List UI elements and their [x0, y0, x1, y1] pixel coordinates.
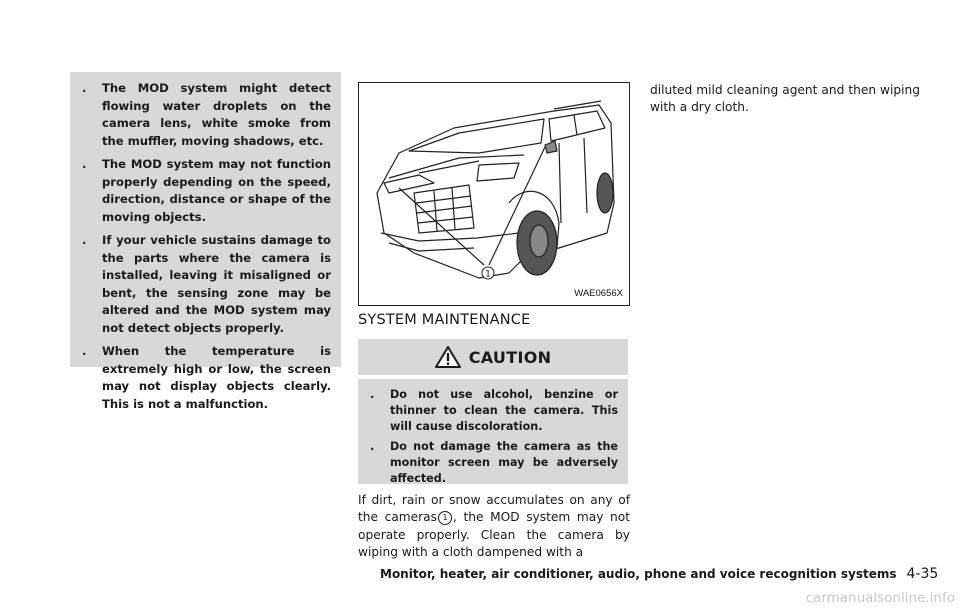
chapter-title: Monitor, heater, air conditioner, audio, phone and voice recognition systems — [380, 567, 897, 581]
callout-number: 1 — [485, 269, 491, 280]
caution-bullet — [370, 387, 618, 435]
bullet-dot: . — [82, 233, 87, 247]
page-footer — [380, 566, 939, 582]
warning-triangle-icon — [435, 346, 461, 368]
note-bullet-text: The MOD system may not function properly depending on the speed, direction, distance or shape of the moving objects. — [102, 157, 331, 224]
note-bullet — [82, 80, 331, 150]
note-bullet — [82, 232, 331, 337]
caution-box — [358, 379, 628, 484]
caution-bullet-text: Do not use alcohol, benzine or thinner to clean the camera. This will cause discoloration. — [390, 388, 618, 433]
watermark: carmanualsonline.info — [805, 590, 955, 606]
paragraph-text: If dirt, rain or snow accumulates on any of the cameras — [358, 493, 630, 525]
caution-bullet-text: Do not damage the camera as the monitor screen may be adversely affected. — [390, 440, 618, 485]
caution-bullet-list — [358, 379, 628, 487]
note-bullet — [82, 156, 331, 226]
caution-header — [358, 339, 628, 375]
callout-reference: 1 — [438, 511, 452, 525]
bullet-dot: . — [82, 157, 87, 171]
note-bullet — [82, 343, 331, 413]
figure-code: WAE0656X — [574, 288, 623, 299]
section-heading: SYSTEM MAINTENANCE — [358, 312, 531, 328]
note-bullet-list — [70, 72, 341, 413]
caution-title: CAUTION — [468, 347, 552, 367]
vehicle-figure — [358, 82, 630, 306]
note-bullet-text: When the temperature is extremely high or low, the screen may not display objects clearly. This is not a malfunction. — [102, 344, 331, 411]
bullet-dot: . — [82, 344, 87, 358]
bullet-dot: . — [82, 81, 87, 95]
maintenance-paragraph — [358, 492, 630, 561]
note-bullet-text: If your vehicle sustains damage to the parts where the camera is installed, leaving it misaligned or bent, the sensing zone may be altered and the MOD system may not detect objects properly. — [102, 233, 331, 335]
note-bullet-text: The MOD system might detect flowing water droplets on the camera lens, white smoke from the muffler, moving shadows, etc. — [102, 81, 331, 148]
page-number: 4-35 — [906, 566, 939, 582]
bullet-dot: . — [370, 440, 375, 453]
paragraph-text: , the MOD system may not operate properly. Clean the camera by wiping with a cloth dampened with a — [358, 510, 630, 559]
bullet-dot: . — [370, 388, 375, 401]
continued-paragraph: diluted mild cleaning agent and then wiping with a dry cloth. — [650, 83, 920, 115]
caution-bullet — [370, 439, 618, 487]
note-box — [70, 72, 341, 411]
suv-illustration — [359, 83, 629, 305]
